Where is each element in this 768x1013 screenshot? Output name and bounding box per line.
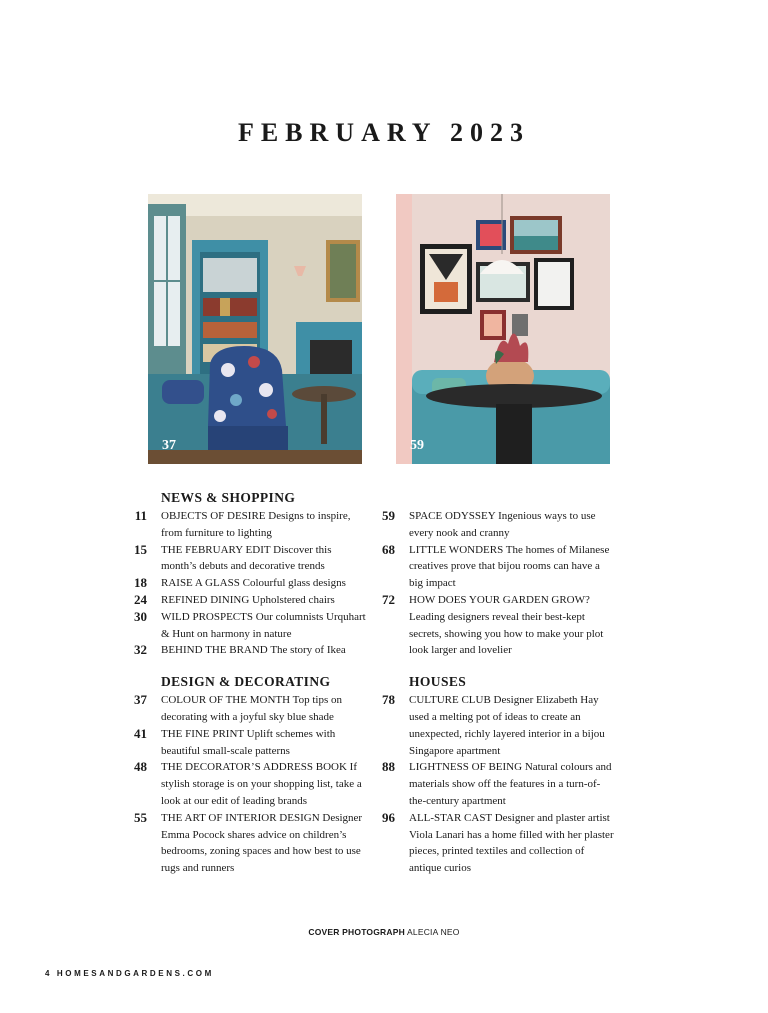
page-number: 88: [382, 759, 395, 775]
page-number: 96: [382, 809, 395, 825]
dining-nook-illustration: [396, 194, 610, 464]
section-news-shopping-continued: [366, 489, 616, 659]
entry-headline: CULTURE CLUB: [409, 694, 491, 707]
entry-description: Leading designers reveal their best-kept secrets, showing you how to make your plot look larger and lovelier: [409, 610, 604, 657]
contents-column-left: [118, 489, 368, 891]
entry-headline: THE DECORATOR’S ADDRESS BOOK: [161, 761, 347, 774]
entry-description: The homes of Milanese creatives prove that bijou rooms can have a big impact: [409, 543, 610, 590]
entry-headline: SPACE ODYSSEY: [409, 510, 496, 522]
section-heading: DESIGN & DECORATING: [161, 674, 331, 690]
contents-entry[interactable]: [118, 810, 368, 877]
page-number: 32: [134, 642, 147, 658]
entry-headline: WILD PROSPECTS: [161, 610, 253, 623]
page-number: 18: [134, 575, 147, 591]
entry-description: If stylish storage is on your shopping list, take a look at our edit of leading brands: [161, 761, 362, 807]
entry-headline: RAISE A GLASS: [161, 577, 240, 590]
page-number: 24: [134, 591, 147, 607]
contents-entry[interactable]: [118, 542, 368, 576]
dining-nook-photo: [396, 194, 610, 464]
contents-entry[interactable]: [118, 592, 368, 609]
entry-description: Discover this month’s debuts and decorative trends: [161, 543, 332, 573]
entry-headline: THE FINE PRINT: [161, 727, 244, 740]
entry-headline: LIGHTNESS OF BEING: [409, 761, 523, 774]
contents-entry[interactable]: [118, 726, 368, 760]
page-number: 11: [134, 508, 147, 523]
sitting-room-illustration: [148, 194, 362, 464]
entry-description: Designs to inspire, from furniture to lighting: [161, 510, 351, 539]
entry-description: Colourful glass designs: [242, 577, 346, 590]
photo-page-number: 37: [162, 438, 176, 453]
entry-headline: COLOUR OF THE MONTH: [161, 694, 291, 707]
sitting-room-photo: [148, 194, 362, 464]
entry-description: Designer Emma Pocock shares advice on children’s bedrooms, zoning spaces and how best to use rugs and runners: [161, 811, 363, 875]
entry-description: Top tips on decorating with a joyful sky blue shade: [161, 694, 342, 723]
credit-label: COVER PHOTOGRAPH: [308, 927, 405, 937]
page-number: 37: [134, 692, 147, 708]
entry-headline: OBJECTS OF DESIRE: [161, 510, 266, 522]
entry-headline: THE ART OF INTERIOR DESIGN: [161, 811, 320, 824]
page-number: 30: [134, 608, 147, 624]
photo-page-number: 59: [410, 438, 424, 453]
entry-headline: HOW DOES YOUR GARDEN GROW?: [409, 593, 590, 606]
entry-headline: REFINED DINING: [161, 593, 250, 606]
contents-column-right: [366, 489, 616, 891]
contents-entry[interactable]: [366, 759, 616, 809]
entry-headline: BEHIND THE BRAND: [161, 644, 268, 657]
page-title: FEBRUARY 2023: [237, 118, 531, 147]
section-heading: HOUSES: [409, 674, 467, 690]
contents-entry[interactable]: [366, 692, 616, 759]
entry-headline: LITTLE WONDERS: [409, 543, 504, 556]
contents-entry[interactable]: [118, 508, 368, 542]
page-number: 59: [382, 508, 395, 523]
entry-description: Upholstered chairs: [252, 593, 335, 606]
entry-description: Designer Elizabeth Hay used a melting pot of ideas to create an unexpected, richly layered interior in a bijou Singapore apartment: [409, 694, 605, 757]
contents-entry[interactable]: [118, 759, 368, 809]
contents-entry[interactable]: [118, 575, 368, 592]
page-number: 15: [134, 541, 147, 557]
page-number: 48: [134, 759, 147, 775]
contents-entry[interactable]: [118, 692, 368, 726]
section-heading: [366, 489, 616, 506]
entry-description: Natural colours and materials show off the features in a turn-of-the-century apartment: [409, 761, 612, 807]
section-design-decorating: [118, 673, 368, 877]
cover-credit: [0, 927, 768, 937]
entry-description: The story of Ikea: [270, 644, 346, 657]
contents-entry[interactable]: [366, 542, 616, 592]
page-number: 68: [382, 541, 395, 557]
page-number: 78: [382, 692, 395, 708]
entry-headline: ALL-STAR CAST: [409, 811, 492, 824]
contents-entry[interactable]: [366, 592, 616, 659]
page-number: 55: [134, 809, 147, 825]
entry-headline: THE FEBRUARY EDIT: [161, 543, 271, 556]
section-houses: [366, 673, 616, 877]
contents-entry[interactable]: [366, 508, 616, 542]
entry-description: Designer and plaster artist Viola Lanari has a home filled with her plaster pieces, printed textiles and collection of antique curios: [409, 811, 614, 875]
credit-name: ALECIA NEO: [407, 927, 460, 937]
entry-description: Our columnists Urquhart & Hunt on harmony in nature: [161, 610, 366, 640]
section-news-shopping: [118, 489, 368, 659]
entry-description: Ingenious ways to use every nook and cranny: [409, 510, 596, 539]
contents-entry[interactable]: [366, 810, 616, 877]
section-heading: NEWS & SHOPPING: [161, 490, 296, 505]
contents-entry[interactable]: [118, 642, 368, 659]
page-number: 41: [134, 725, 147, 741]
contents-entry[interactable]: [118, 609, 368, 643]
entry-description: Uplift schemes with beautiful small-scale patterns: [161, 727, 336, 757]
page-number: 72: [382, 591, 395, 607]
page-folio: 4 HOMESANDGARDENS.COM: [45, 969, 214, 978]
